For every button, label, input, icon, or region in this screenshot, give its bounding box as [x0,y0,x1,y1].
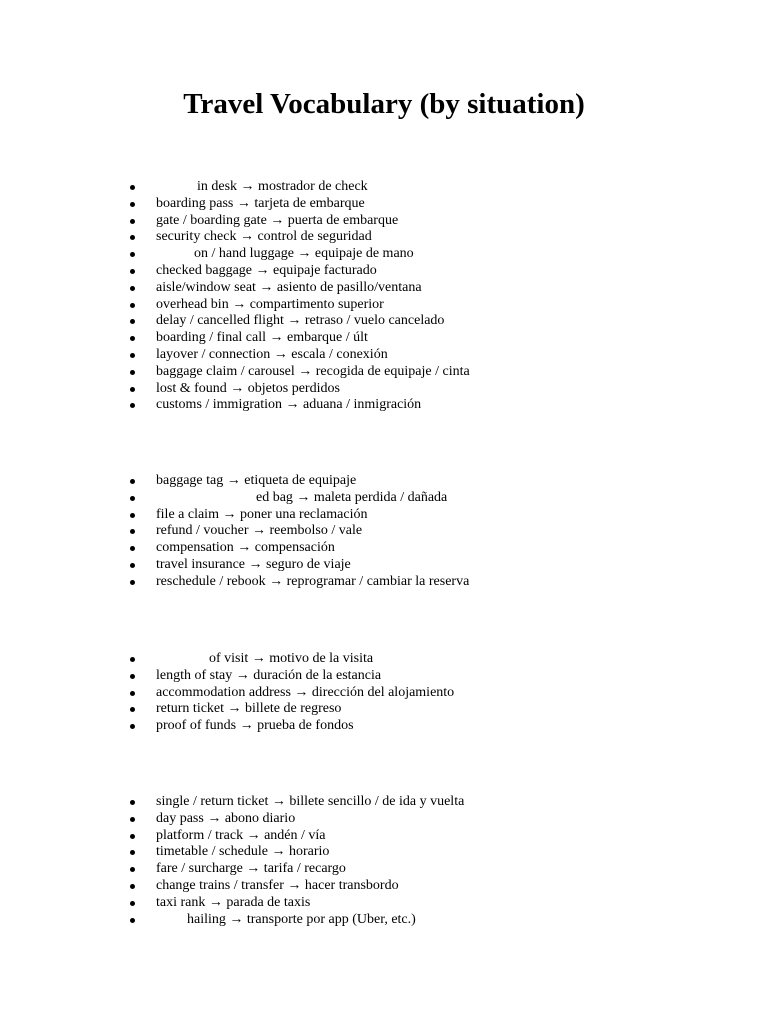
item-text: ed bag → maleta perdida / dañada [256,489,448,505]
bullet-icon [130,336,135,341]
item-text: fare / surcharge → tarifa / recargo [156,861,346,877]
bullet-icon [130,707,135,712]
bullet-icon [130,563,135,568]
bullet-icon [130,496,135,501]
item-text: gate / boarding gate → puerta de embarque [156,212,399,228]
bullet-icon [130,219,135,224]
item-text: taxi rank → parada de taxis [156,894,311,910]
item-text: boarding / final call → embarque / últ [156,330,368,346]
bullet-icon [130,724,135,729]
item-text: reschedule / rebook → reprogramar / cambiar la reserva [156,573,470,589]
bullet-icon [130,185,135,190]
bullet-icon [130,657,135,662]
item-text: baggage claim / carousel → recogida de equipaje / cinta [156,363,470,379]
bullet-icon [130,800,135,805]
bullet-icon [130,370,135,375]
item-text: of visit → motivo de la visita [209,651,374,666]
bullet-icon [130,918,135,923]
item-text: platform / track → andén / vía [156,827,326,843]
bullet-icon [130,235,135,240]
item-text: travel insurance → seguro de viaje [156,556,351,572]
bullet-icon [130,546,135,551]
item-text: refund / voucher → reembolso / vale [156,523,363,539]
bullet-icon [130,403,135,408]
bullet-icon [130,850,135,855]
bullet-icon [130,286,135,291]
bullet-icon [130,202,135,207]
item-text: file a claim → poner una reclamación [156,506,368,522]
item-text: hailing → transporte por app (Uber, etc.) [187,911,416,927]
item-text: boarding pass → tarjeta de embarque [156,195,365,211]
bullet-icon [130,513,135,518]
item-text: baggage tag → etiqueta de equipaje [156,473,357,488]
item-text: aisle/window seat → asiento de pasillo/ventana [156,279,422,295]
bullet-icon [130,834,135,839]
bullet-icon [130,901,135,906]
item-text: length of stay → duración de la estancia [156,667,382,683]
item-text: in desk → mostrador de check [197,179,368,194]
item-text: single / return ticket → billete sencillo / de ida y vuelta [156,794,465,809]
bullet-icon [130,319,135,324]
bullet-icon [130,674,135,679]
bullet-icon [130,867,135,872]
item-text: timetable / schedule → horario [156,844,330,860]
bullet-icon [130,252,135,257]
item-text: security check → control de seguridad [156,229,372,245]
item-text: checked baggage → equipaje facturado [156,262,377,278]
item-text: change trains / transfer → hacer transbordo [156,877,399,893]
item-text: return ticket → billete de regreso [156,701,342,717]
bullet-icon [130,479,135,484]
bullet-icon [130,884,135,889]
item-text: lost & found → objetos perdidos [156,380,340,396]
bullet-icon [130,529,135,534]
item-text: proof of funds → prueba de fondos [156,718,354,734]
item-text: on / hand luggage → equipaje de mano [194,246,414,262]
bullet-icon [130,387,135,392]
bullet-icon [130,353,135,358]
page-title: Travel Vocabulary (by situation) [183,88,585,120]
item-text: accommodation address → dirección del alojamiento [156,684,455,700]
bullet-icon [130,269,135,274]
bullet-icon [130,691,135,696]
item-text: delay / cancelled flight → retraso / vuelo cancelado [156,313,445,329]
item-text: overhead bin → compartimento superior [156,296,384,312]
item-text: compensation → compensación [156,540,335,556]
item-text: layover / connection → escala / conexión [156,346,388,362]
item-text: day pass → abono diario [156,810,296,826]
bullet-icon [130,580,135,585]
item-text: customs / immigration → aduana / inmigración [156,397,422,413]
bullet-icon [130,303,135,308]
bullet-icon [130,817,135,822]
